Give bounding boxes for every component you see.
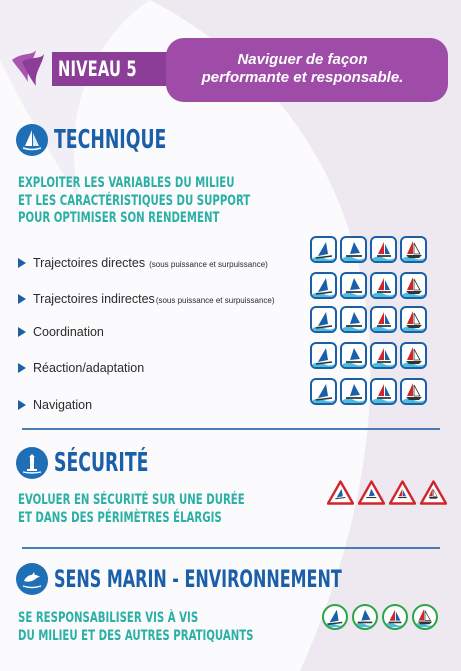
windsurf-icon [310, 306, 337, 333]
list-item-label: Trajectoires directes [33, 256, 146, 270]
windsurf-warning-icon [327, 480, 354, 505]
bullet-arrow-icon [18, 400, 26, 410]
windsurf-icon [310, 272, 337, 299]
support-icon-row [310, 378, 427, 405]
securite-subtitle [18, 492, 245, 527]
environnement-subtitle-line-2: DU MILIEU ET DES AUTRES PRATIQUANTS [18, 627, 254, 644]
technique-subtitle [18, 175, 250, 228]
environnement-subtitle [18, 610, 254, 645]
list-item [18, 361, 144, 375]
bullet-arrow-icon [18, 258, 26, 268]
technique-header [16, 124, 206, 156]
environnement-subtitle-line-1: SE RESPONSABILISER VIS À VIS [18, 610, 199, 626]
catamaran-icon [340, 342, 367, 369]
catamaran-icon [340, 378, 367, 405]
technique-subtitle-line-3: POUR OPTIMISER SON RENDEMENT [18, 210, 220, 226]
catamaran-icon [340, 272, 367, 299]
dinghy-icon [370, 342, 397, 369]
list-item [18, 292, 275, 306]
tagline-line-1: Naviguer de façon [237, 51, 368, 68]
dolphin-icon [16, 563, 48, 595]
securite-title: SÉCURITÉ [54, 448, 149, 478]
environnement-title: SENS MARIN - ENVIRONNEMENT [54, 565, 342, 593]
divider [22, 428, 440, 430]
windsurf-circle-icon [322, 604, 348, 630]
windsurf-icon [310, 378, 337, 405]
technique-subtitle-line-1: EXPLOITER LES VARIABLES DU MILIEU [18, 175, 235, 191]
keelboat-warning-icon [420, 480, 447, 505]
keelboat-icon [400, 342, 427, 369]
support-icon-row [310, 236, 427, 263]
bullet-arrow-icon [18, 363, 26, 373]
list-item [18, 325, 104, 339]
dinghy-icon [370, 306, 397, 333]
support-icon-row [310, 306, 427, 333]
keelboat-icon [400, 272, 427, 299]
keelboat-icon [400, 306, 427, 333]
catamaran-icon [340, 236, 367, 263]
support-icon-row [310, 272, 427, 299]
securite-icon-row [327, 480, 447, 505]
list-item-label: Navigation [33, 398, 93, 412]
list-item [18, 256, 268, 270]
support-icon-row [310, 342, 427, 369]
keelboat-icon [400, 378, 427, 405]
catamaran-circle-icon [352, 604, 378, 630]
keelboat-circle-icon [412, 604, 438, 630]
catamaran-icon [340, 306, 367, 333]
level-tagline [165, 51, 440, 87]
securite-subtitle-line-2: ET DANS DES PÉRIMÈTRES ÉLARGIS [18, 509, 222, 526]
securite-header [16, 447, 182, 479]
bullet-arrow-icon [18, 327, 26, 337]
dinghy-icon [370, 236, 397, 263]
securite-subtitle-line-1: EVOLUER EN SÉCURITÉ SUR UNE DURÉE [18, 492, 245, 508]
dinghy-icon [370, 378, 397, 405]
bullet-arrow-icon [18, 294, 26, 304]
windsurf-icon [310, 342, 337, 369]
dinghy-circle-icon [382, 604, 408, 630]
sailboat-icon [16, 124, 48, 156]
level-label: NIVEAU 5 [58, 57, 137, 81]
list-item [18, 398, 92, 412]
environnement-header [16, 563, 443, 595]
list-item-note: (sous puissance et surpuissance) [155, 296, 275, 305]
lighthouse-icon [16, 447, 48, 479]
list-item-label: Réaction/adaptation [33, 361, 145, 375]
technique-title: TECHNIQUE [54, 125, 167, 155]
dinghy-icon [370, 272, 397, 299]
catamaran-warning-icon [358, 480, 385, 505]
divider [22, 547, 440, 549]
environnement-icon-row [322, 604, 438, 630]
list-item-label: Trajectoires indirectes [33, 292, 155, 306]
windsurf-icon [310, 236, 337, 263]
list-item-note: (sous puissance et surpuissance) [149, 260, 268, 269]
keelboat-icon [400, 236, 427, 263]
technique-subtitle-line-2: ET LES CARACTÉRISTIQUES DU SUPPORT [18, 192, 251, 209]
list-item-label: Coordination [33, 325, 104, 339]
dinghy-warning-icon [389, 480, 416, 505]
tagline-line-2: performante et responsable. [201, 69, 404, 86]
